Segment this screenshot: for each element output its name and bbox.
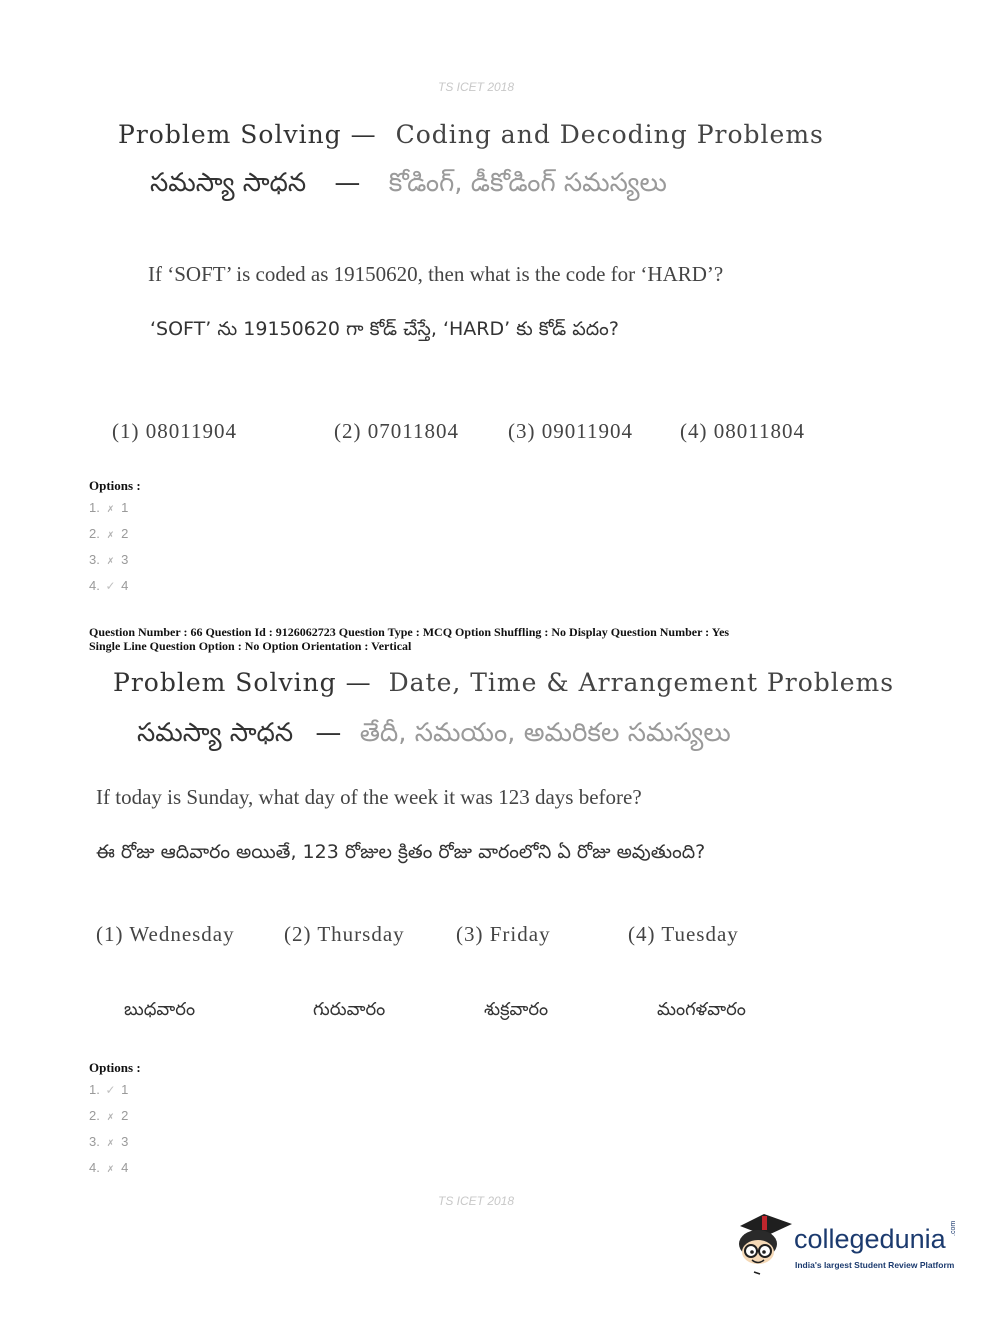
q66-question-te: ఈ రోజు ఆదివారం అయితే, 123 రోజుల క్రితం రోజు వారంలోని ఏ రోజు అవుతుంది? — [96, 841, 706, 863]
logo-tagline: India's largest Student Review Platform — [795, 1260, 955, 1270]
cross-icon: ✗ — [106, 1138, 115, 1148]
collegedunia-logo — [734, 1210, 964, 1280]
q66-choice-2: (2) Thursday — [284, 922, 405, 946]
q65-option-row — [89, 552, 128, 567]
q66-choice-te-1: బుధవారం — [124, 999, 196, 1020]
q65-question-te: ‘SOFT’ ను 19150620 గా కోడ్ చేస్తే, ‘HARD’ కు కోడ్ పదం? — [150, 318, 619, 340]
q66-option-val: 2 — [121, 1108, 129, 1123]
q66-meta-line-1: Question Number : 66 Question Id : 9126062723 Question Type : MCQ Option Shuffling : No Display Question Number : Yes — [89, 625, 730, 639]
q65-title-te — [150, 168, 667, 204]
header-watermark: TS ICET 2018 — [438, 80, 515, 94]
q65-option-row — [89, 578, 128, 593]
q65-option-row — [89, 500, 128, 515]
q66-option-val: 1 — [121, 1082, 129, 1097]
q65-options-label: Options : — [89, 478, 141, 493]
cross-icon: ✗ — [106, 1112, 115, 1122]
q65-option-num: 1. — [89, 500, 100, 515]
q65-choice-3: (3) 09011904 — [508, 419, 633, 443]
cross-icon: ✗ — [106, 504, 115, 514]
footer-watermark: TS ICET 2018 — [438, 1194, 515, 1208]
q65-title-te-dash: — — [334, 168, 361, 198]
check-icon: ✓ — [105, 1083, 116, 1097]
q66-title-en-part-a: Problem Solving — — [113, 668, 372, 697]
q66-choice-te-3: శుక్రవారం — [484, 999, 549, 1020]
q66-meta-line-2: Single Line Question Option : No Option Orientation : Vertical — [89, 639, 412, 653]
q66-title-en — [113, 668, 894, 697]
q66-option-num: 1. — [89, 1082, 100, 1097]
q65-choice-2: (2) 07011804 — [334, 419, 459, 443]
q66-title-te-part-a: సమస్యా సాధన — [137, 718, 294, 748]
q66-title-te — [137, 718, 731, 754]
q65-option-val: 4 — [121, 578, 129, 593]
q65-choice-1: (1) 08011904 — [112, 419, 237, 443]
q65-option-val: 1 — [121, 500, 129, 515]
q66-option-num: 4. — [89, 1160, 100, 1175]
q65-title-en — [118, 120, 824, 149]
q66-option-num: 2. — [89, 1108, 100, 1123]
q65-question-en: If ‘SOFT’ is coded as 19150620, then what is the code for ‘HARD’? — [148, 262, 724, 286]
q65-title-te-part-b: కోడింగ్, డీకోడింగ్ సమస్యలు — [388, 168, 667, 198]
q66-option-num: 3. — [89, 1134, 100, 1149]
mascot-icon — [734, 1210, 794, 1278]
q65-option-num: 2. — [89, 526, 100, 541]
q66-options-label: Options : — [89, 1060, 141, 1075]
q66-choice-te-2: గురువారం — [313, 999, 386, 1020]
q65-option-num: 4. — [89, 578, 100, 593]
q66-option-val: 4 — [121, 1160, 129, 1175]
q66-choice-1: (1) Wednesday — [96, 922, 235, 946]
q65-option-row — [89, 526, 128, 541]
q66-option-row — [89, 1134, 128, 1149]
q66-title-te-dash: — — [315, 718, 342, 748]
q65-option-val: 2 — [121, 526, 129, 541]
q66-title-te-part-b: తేదీ, సమయం, అమరికల సమస్యలు — [359, 718, 731, 748]
q65-title-te-part-a: సమస్యా సాధన — [150, 168, 307, 198]
q66-option-val: 3 — [121, 1134, 129, 1149]
q66-choice-te-4: మంగళవారం — [657, 999, 746, 1020]
q66-choice-4: (4) Tuesday — [628, 922, 739, 946]
cross-icon: ✗ — [106, 530, 115, 540]
logo-com: .com — [950, 1220, 957, 1236]
q65-option-val: 3 — [121, 552, 129, 567]
q66-option-row — [89, 1160, 128, 1175]
cross-icon: ✗ — [106, 1164, 115, 1174]
q66-title-en-part-b: Date, Time & Arrangement Problems — [388, 668, 895, 697]
q66-option-row — [89, 1108, 128, 1123]
q65-option-num: 3. — [89, 552, 100, 567]
logo-name: collegedunia — [794, 1224, 946, 1254]
q66-option-row — [89, 1082, 128, 1097]
q66-choice-3: (3) Friday — [456, 922, 551, 946]
q66-question-en: If today is Sunday, what day of the week it was 123 days before? — [96, 785, 642, 809]
q65-title-en-part-a: Problem Solving — — [118, 120, 377, 149]
q65-title-en-part-b: Coding and Decoding Problems — [395, 120, 824, 149]
q65-choice-4: (4) 08011804 — [680, 419, 805, 443]
cross-icon: ✗ — [106, 556, 115, 566]
check-icon: ✓ — [105, 579, 116, 593]
